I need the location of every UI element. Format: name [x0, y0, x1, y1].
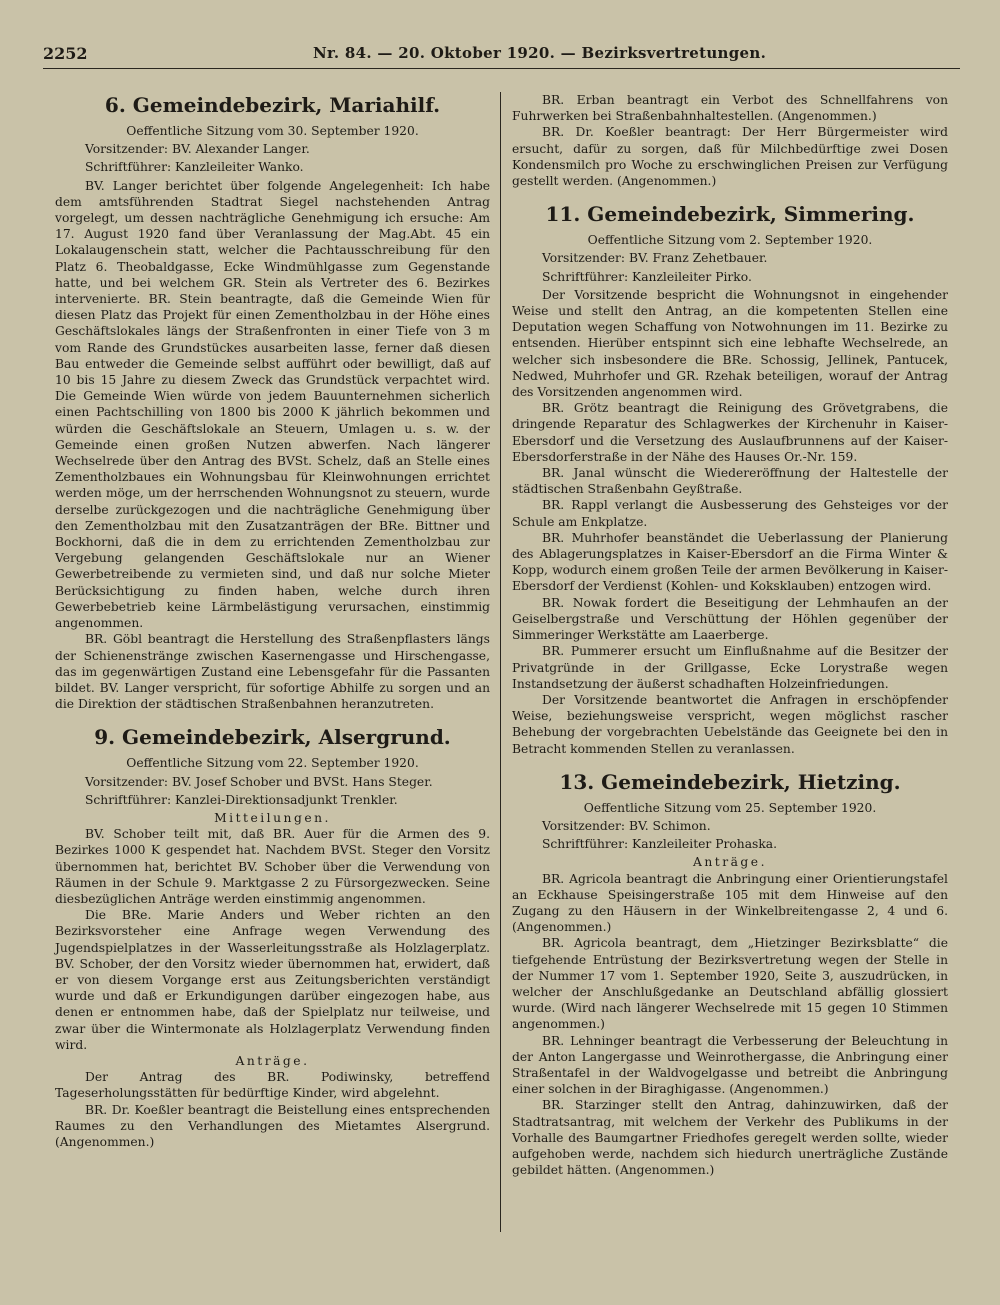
session-line: Oeffentliche Sitzung vom 22. September 1920.: [126, 756, 419, 771]
chair-line: Vorsitzender: BV. Schimon.: [542, 818, 711, 833]
paragraph: BR. Agricola beantragt die Anbringung einer Orientierungstafel an Eckhause Speisingerstraße 105 mit dem Hinweise auf den Zugang zu den Häusern in der Winkelbreitengasse 2, 4 und 6. (Angenommen.): [512, 871, 948, 935]
section-heading: 6. Gemeindebezirk, Mariahilf.: [104, 93, 441, 117]
chair-line: Vorsitzender: BV. Josef Schober und BVSt. Hans Steger.: [85, 774, 433, 789]
section-bezirk-13: [512, 769, 948, 1179]
session-line: Oeffentliche Sitzung vom 25. September 1920.: [583, 800, 877, 815]
paragraph: BR. Janal wünscht die Wiedereröffnung der Haltestelle der städtischen Straßenbahn Geyßtraße.: [512, 466, 948, 497]
column-divider: [500, 92, 501, 1232]
paragraph: Die BRe. Marie Anders und Weber richten an den Bezirksvorsteher eine Anfrage wegen Verwendung des Jugendspielplatzes in der Wasserleitungsstraße als Holzlagerplatz. BV. Schober, der den Vorsitz wieder übernommen hat, erwidert, daß er von diesem Vorgange erst aus Zeitungsberichten verständigt wurde und daß er Erkundigungen darüber eingezogen habe, aus denen er entnommen habe, daß der Spielplatz nur teilweise, und zwar über die Wintermonate als Holzlagerplatz Verwendung finden wird.: [55, 908, 490, 1052]
secretary-line: Schriftführer: Kanzleileiter Wanko.: [85, 160, 304, 175]
paragraph: BR. Dr. Koeßler beantragt die Beistellung eines entsprechenden Raumes zu den Verhandlungen des Mietamtes Alsergrund. (Angenommen.): [55, 1102, 490, 1149]
paragraph: BR. Nowak fordert die Beseitigung der Lehmhaufen an der Geiselbergstraße und Verschüttung der Höhlen gegenüber der Simmeringer Werkstätte am Laaerberge.: [512, 595, 948, 643]
secretary-line: Schriftführer: Kanzlei-Direktionsadjunkt Trenkler.: [85, 792, 398, 807]
secretary-line: Schriftführer: Kanzleileiter Prohaska.: [542, 837, 778, 852]
running-title: Nr. 84. — 20. Oktober 1920. — Bezirksvertretungen.: [313, 44, 767, 62]
chair-line: Vorsitzender: BV. Alexander Langer.: [85, 142, 310, 157]
paragraph: BR. Erban beantragt ein Verbot des Schnellfahrens von Fuhrwerken bei Straßenbahnhaltestellen. (Angenommen.): [512, 93, 948, 124]
section-heading: 11. Gemeindebezirk, Simmering.: [545, 202, 915, 227]
paragraph: BR. Rappl verlangt die Ausbesserung des Gehsteiges vor der Schule am Enkplatze.: [512, 498, 948, 529]
subheading: Mitteilungen.: [214, 810, 331, 825]
left-column: [55, 92, 490, 1150]
paragraph: BR. Agricola beantragt, dem „Hietzinger Bezirksblatte“ die tiefgehende Entrüstung der Bezirksvertretung wegen der Stelle in der Nummer 17 vom 1. September 1920, Seite 3, auszudrücken, in welcher der Anschlußgedanke an Deutschland abfällig glossiert wurde. (Wird nach längerer Wechselrede mit 15 gegen 10 Stimmen angenommen.): [512, 936, 948, 1032]
paragraph: Der Vorsitzende bespricht die Wohnungsnot in eingehender Weise und stellt den Antrag, an die kompetenten Stellen eine Deputation wegen Schaffung von Notwohnungen im 11. Bezirke zu entsenden. Hierüber entspinnt sich eine lebhafte Wechselrede, an welcher sich insbesondere die BRe. Schossig, Jellinek, Pantucek, Nedwed, Muhrhofer und GR. Rzehak beteiligen, worauf der Antrag des Vorsitzenden angenommen wird.: [512, 287, 948, 400]
paragraph: BR. Starzinger stellt den Antrag, dahinzuwirken, daß der Stadtratsantrag, mit welchem der Verkehr des Publikums in der Vorhalle des Baumgartner Friedhofes geregelt werden sollte, wieder aufgehoben werde, nachdem sich hiedurch unerträgliche Zustände gebildet hätten. (Angenommen.): [512, 1098, 948, 1178]
paragraph: BV. Langer berichtet über folgende Angelegenheit: Ich habe dem amtsführenden Stadtrat Siegel nachstehenden Antrag vorgelegt, um dessen nachträgliche Genehmigung ich ersuche: Am 17. August 1920 fand über Veranlassung der Mag.Abt. 45 ein Lokalaugenschein statt, welcher die Pachtausschreibung für den Platz 6. Theobaldgasse, Ecke Windmühlgasse zum Gegenstande hatte, und bei welchem GR. Stein als Vertreter des 6. Bezirkes intervenierte. BR. Stein beantragte, daß die Gemeinde Wien für diesen Platz das Projekt für einen Zementholzbau in der Höhe eines Geschäftslokales längs der Straßenfronten in einer Tiefe von 3 m vom Rande des Grundstückes ausarbeiten lasse, ferner daß diesen Bau entweder die Gemeinde selbst aufführt oder bewilligt, daß auf 10 bis 15 Jahre zu diesem Zweck das Grundstück verpachtet wird. Die Gemeinde Wien würde von jedem Bauunternehmen sicherlich einen Pachtschilling von 1800 bis 2000 K jährlich bekommen und würden die Geschäftslokale an Steuern, Umlagen u. s. w. der Gemeinde einen großen Nutzen abwerfen. Nach längerer Wechselrede über den Antrag des BVSt. Schelz, daß an Stelle eines Zementholzbaues ein Wohnungsbau für Kleinwohnungen errichtet werden möge, um der herrschenden Wohnungsnot zu steuern, wurde derselbe zurückgezogen und die nachträgliche Genehmigung über den Zementholzbau mit den Zusatzanträgen der BRe. Bittner und Bockhorni, daß die in dem zu errichtenden Zementholzbau zur Vergebung gelangenden Geschäftslokale nur an Wiener Gewerbetreibende zu vermieten sind, und daß nur solche Mieter Berücksichtigung zu finden haben, welche durch ihren Gewerbebetrieb keine Lärmbelästigung verursachen, einstimmig angenommen.: [55, 178, 490, 631]
paragraph: Der Vorsitzende beantwortet die Anfragen in erschöpfender Weise, beziehungsweise verspricht, wegen möglichst rascher Behebung der vorgebrachten Uebelstände das Geeignete bei den in Betracht kommenden Stellen zu veranlassen.: [512, 692, 948, 756]
page-number: 2252: [43, 44, 88, 63]
section-bezirk-9: [55, 724, 490, 1150]
section-heading: 13. Gemeindebezirk, Hietzing.: [559, 769, 901, 794]
paragraph: BR. Grötz beantragt die Reinigung des Grövetgrabens, die dringende Reparatur des Schlagwerkes der Kirchenuhr in Kaiser-Ebersdorf und die Versetzung des Auslaufbrunnens auf der Kaiser-Ebersdorferstraße in der Nähe des Hauses Or.-Nr. 159.: [512, 401, 948, 464]
session-line: Oeffentliche Sitzung vom 30. September 1920.: [126, 124, 419, 138]
right-column: [512, 92, 948, 1178]
subheading: Anträge.: [235, 1053, 310, 1068]
paragraph: BR. Göbl beantragt die Herstellung des Straßenpflasters längs der Schienenstränge zwischen Kasernengasse und Hirschengasse, das im gegenwärtigen Zustand eine Lebensgefahr für die Passanten bildet. BV. Langer verspricht, für sofortige Abhilfe zu sorgen und an die Direktion der städtischen Straßenbahnen heranzutreten.: [55, 632, 490, 712]
section-bezirk-9-continued: [512, 92, 948, 189]
paragraph: BR. Lehninger beantragt die Verbesserung der Beleuchtung in der Anton Langergasse und Weinrothergasse, die Anbringung einer Straßentafel in der Waldvogelgasse und betreibt die Anbringung einer solchen in der Biraghigasse. (Angenommen.): [512, 1033, 948, 1097]
subheading: Anträge.: [692, 855, 767, 870]
session-line: Oeffentliche Sitzung vom 2. September 1920.: [587, 233, 873, 248]
paragraph: BR. Pummerer ersucht um Einflußnahme auf die Besitzer der Privatgründe in der Grillgasse, Ecke Lorystraße wegen Instandsetzung der äußerst schadhaften Holzeinfriedungen.: [512, 644, 948, 691]
paragraph: BR. Muhrhofer beanständet die Ueberlassung der Planierung des Ablagerungsplatzes in Kaiser-Ebersdorf an die Firma Winter & Kopp, wodurch einem großen Teile der armen Bevölkerung in Kaiser-Ebersdorf der Verdienst (Kohlen- und Koksklauben) entzogen wird.: [512, 530, 948, 594]
section-heading: 9. Gemeindebezirk, Alsergrund.: [94, 725, 451, 750]
paragraph: BR. Dr. Koeßler beantragt: Der Herr Bürgermeister wird ersucht, dafür zu sorgen, daß für Milchbedürftige zwei Dosen Kondensmilch pro Woche zu erschwinglichen Preisen zur Verfügung gestellt werden. (Angenommen.): [512, 125, 948, 189]
paragraph: BV. Schober teilt mit, daß BR. Auer für die Armen des 9. Bezirkes 1000 K gespendet hat. Nachdem BVSt. Steger den Vorsitz übernommen hat, berichtet BV. Schober über die Verwendung von Räumen in der Schule 9. Marktgasse 2 zu Fürsorgezwecken. Seine diesbezüglichen Anträge werden einstimmig angenommen.: [55, 827, 490, 906]
chair-line: Vorsitzender: BV. Franz Zehetbauer.: [542, 251, 768, 266]
paragraph: Der Antrag des BR. Podiwinsky, betreffend Tageserholungsstätten für bedürftige Kinder, wird abgelehnt.: [55, 1070, 490, 1101]
section-bezirk-11: [512, 201, 948, 757]
section-bezirk-6: [55, 92, 490, 712]
secretary-line: Schriftführer: Kanzleileiter Pirko.: [542, 269, 752, 284]
page-header: [43, 38, 960, 69]
